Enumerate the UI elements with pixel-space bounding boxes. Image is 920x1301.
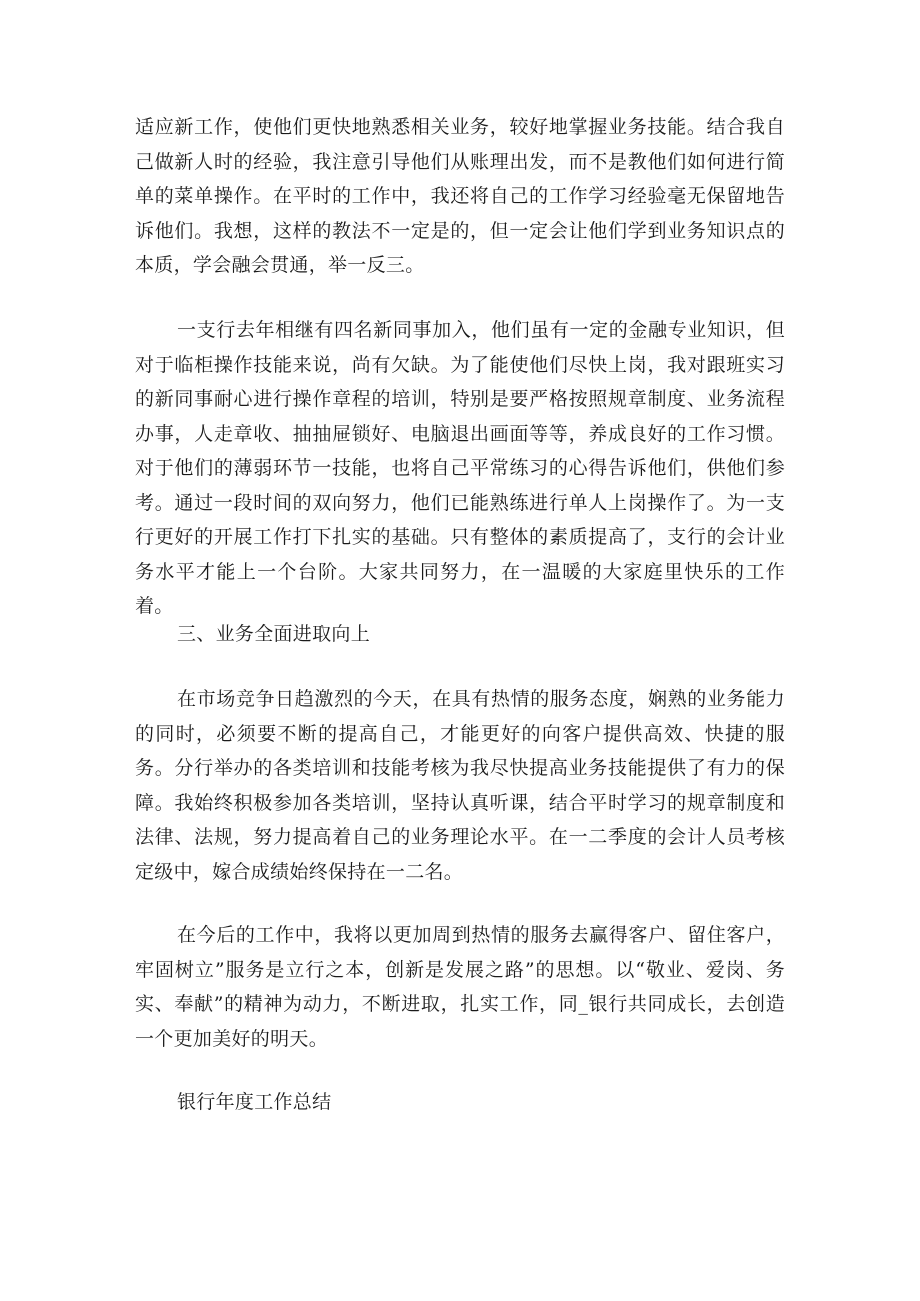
section-heading: 三、业务全面进取向上	[177, 623, 371, 645]
paragraph-business-progress: 在市场竞争日趋激烈的今天，在具有热情的服务态度，娴熟的业务能力的同时，必须要不断的提高自己，才能更好的向客户提供高效、快捷的服务。分行举办的各类培训和技能考核为我尽快提高业务技能提供了有力的保障。我始终积极参加各类培训，坚持认真听课，结合平时学习的规章制度和法律、法规，努力提高着自己的业务理论水平。在一二季度的会计人员考核定级中，嫁合成绩始终保持在一二名。	[135, 688, 785, 883]
paragraph-training-new-staff: 适应新工作，使他们更快地熟悉相关业务，较好地掌握业务技能。结合我自己做新人时的经验，我注意引导他们从账理出发，而不是教他们如何进行简单的菜单操作。在平时的工作中，我还将自己的工作学习经验毫无保留地告诉他们。我想，这样的教法不一定是的，但一定会让他们学到业务知识点的本质，学会融会贯通，举一反三。	[135, 116, 785, 276]
closing-title: 银行年度工作总结	[177, 1091, 332, 1113]
paragraph-new-colleagues: 一支行去年相继有四名新同事加入，他们虽有一定的金融专业知识，但对于临柜操作技能来说，尚有欠缺。为了能使他们尽快上岗，我对跟班实习的新同事耐心进行操作章程的培训，特别是要严格按照规章制度、业务流程办事，人走章收、抽抽屉锁好、电脑退出画面等等，养成良好的工作习惯。对于他们的薄弱环节一技能，也将自己平常练习的心得告诉他们，供他们参考。通过一段时间的双向努力，他们已能熟练进行单人上岗操作了。为一支行更好的开展工作打下扎实的基础。只有整体的素质提高了，支行的会计业务水平才能上一个台阶。大家共同努力，在一温暖的大家庭里快乐的工作着。	[135, 319, 785, 617]
paragraph-future-work: 在今后的工作中，我将以更加周到热情的服务去赢得客户、留住客户，牢固树立”服务是立行之本，创新是发展之路”的思想。以“敬业、爱岗、务实、奉献”的精神为动力，不断进取，扎实工作，同_银行共同成长，去创造一个更加美好的明天。	[135, 924, 785, 1050]
